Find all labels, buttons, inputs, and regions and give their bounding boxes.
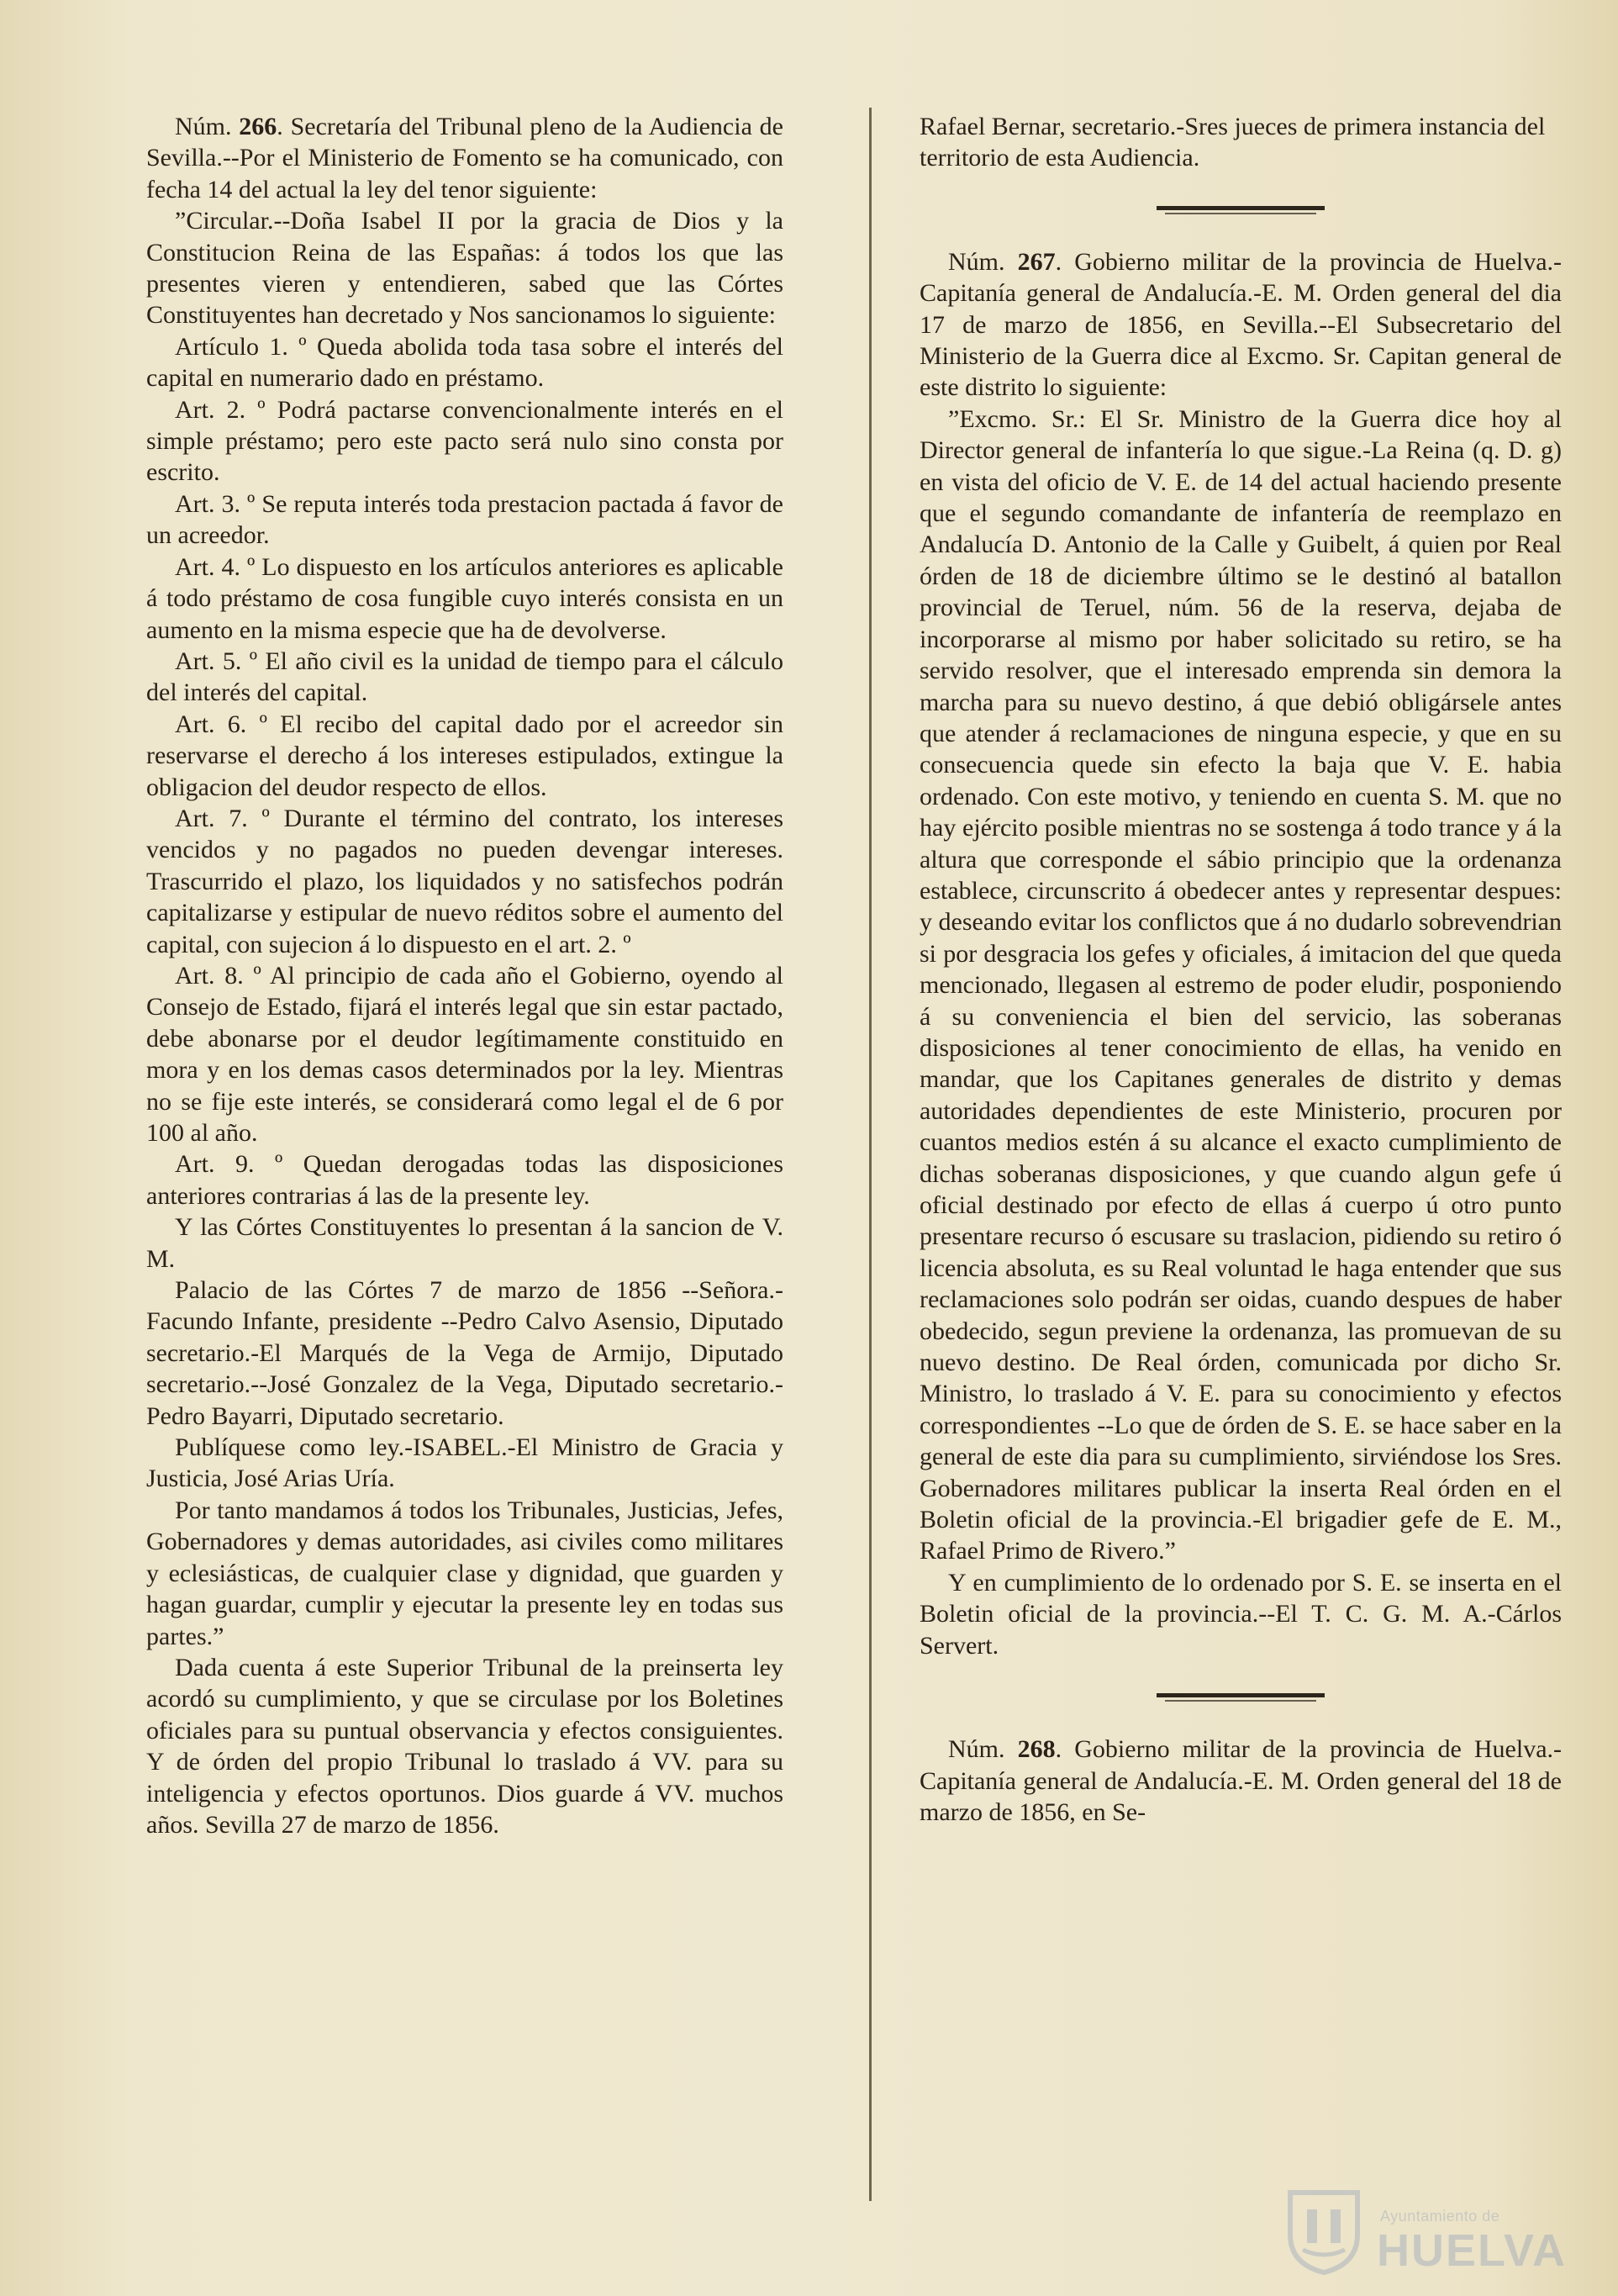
watermark-line-1: Ayuntamiento de [1380, 2208, 1500, 2225]
paragraph: Y en cumplimiento de lo ordenado por S. E. se inserta en el Boletin oficial de la provincia.--El T. C. G. M. A.-Cárlos Servert. [920, 1568, 1562, 1660]
notice-number: 268 [1017, 1735, 1056, 1764]
paragraph: Por tanto mandamos á todos los Tribunales, Justicias, Jefes, Gobernadores y demas autoridades, asi civiles como militares y eclesiásticas, de cualquier clase y dignidad, que guarden y hagan guardar, cumplir y ejecutar la presente ley en todas sus partes.” [146, 1496, 783, 1650]
city-seal-icon [1278, 2184, 1370, 2277]
article-2: Art. 2. º Podrá pactarse convencionalmente interés en el simple préstamo; pero este pacto será nulo sino consta por escrito. [146, 395, 783, 487]
notice-266-heading: Núm. 266. Secretaría del Tribunal pleno de la Audiencia de Sevilla.--Por el Ministerio de Fomento se ha comunicado, con fecha 14 del actual la ley del tenor siguiente: [146, 113, 783, 203]
paragraph: Y las Córtes Constituyentes lo presentan á la sancion de V. M. [146, 1213, 783, 1273]
notice-number: 267 [1017, 247, 1056, 276]
column-divider [869, 108, 872, 2201]
article-6: Art. 6. º El recibo del capital dado por el acreedor sin reservarse el derecho á los intereses estipulados, extingue la obligacion del deudor respecto de ellos. [146, 710, 783, 801]
article-7: Art. 7. º Durante el término del contrato, los intereses vencidos y no pagados no pueden devengar intereses. Trascurrido el plazo, los liquidados y no satisfechos podrán capitalizarse y estipular de nuevo réditos sobre el aumento del capital, con sujecion á lo dispuesto en el art. 2. º [146, 804, 783, 958]
article-4: Art. 4. º Lo dispuesto en los artículos anteriores es aplicable á todo préstamo de cosa fungible cuyo interés consista en un aumento en la misma especie que ha de devolverse. [146, 552, 783, 644]
paragraph: ”Excmo. Sr.: El Sr. Ministro de la Guerra dice hoy al Director general de infantería lo que sigue.-La Reina (q. D. g) en vista del oficio de V. E. de 14 del actual haciendo presente que el segundo comandante de infantería de reemplazo en Andalucía D. Antonio de la Calle y Guibelt, á quien por Real órden de 18 de diciembre último se le destinó al batallon provincial de Teruel, núm. 56 de la reserva, dejaba de incorporarse al mismo por haber solicitado su retiro, se ha servido resolver, que el interesado emprenda sin demora la marcha para su nuevo destino, á que debió obligársele antes que atender á reclamaciones de ninguna especie, y que en su consecuencia quede sin efecto la baja que V. E. habia ordenado. Con este motivo, y teniendo en cuenta S. M. que no hay ejército posible mientras no se sostenga á todo trance y á la altura que corresponde el sábio principio que la ordenanza establece, circunscrito á obedecer antes y representar despues: y deseando evitar los conflictos que á no dudarlo sobrevendrian si por desgracia los gefes y oficiales, á imitacion del que queda mencionado, llegasen al estremo de poder eludir, posponiendo á su conveniencia el bien del servicio, las soberanas disposiciones al tener conocimiento de ellas, ha venido en mandar, que los Capitanes generales de distrito y demas autoridades dependientes de este Ministerio, procuren por cuantos medios estén á su alcance el exacto cumplimiento de dichas soberanas disposiciones, y que cuando algun gefe ú oficial destinado por efecto de ellas á cuerpo ú otro punto presentare recurso ó escusare su traslacion, pidiendo su retiro ó licencia absoluta, es su Real voluntad le haga entender que sus reclamaciones solo podrán ser oidas, cuando despues de haber obedecido, segun previene la ordenanza, las promuevan de su nuevo destino. De Real órden, comunicada por dicho Sr. Ministro, lo traslado á V. E. para su conocimiento y efectos correspondientes --Lo que de órden de S. E. se hace saber en la general de este dia para su cumplimiento, sirviéndose los Sres. Gobernadores militares publicar la inserta Real órden en el Boletin oficial de la provincia.-El brigadier gefe de E. M., Rafael Primo de Rivero.” [920, 404, 1562, 1565]
notice-267-heading: Núm. 267. Gobierno militar de la provincia de Huelva.-Capitanía general de Andalucía.-E. M. Orden general del dia 17 de marzo de 1856, en Sevilla.--El Subsecretario del Ministerio de la Guerra dice al Excmo. Sr. Capitan general de este distrito lo siguiente: [920, 247, 1563, 402]
paragraph: Dada cuenta á este Superior Tribunal de la preinserta ley acordó su cumplimiento, y que se circulase por los Boletines oficiales para su puntual observancia y efectos consiguientes. Y de órden del propio Tribunal lo traslado á VV. para su inteligencia y efectos oportunos. Dios guarde á VV. muchos años. Sevilla 27 de marzo de 1856. [146, 1653, 783, 1839]
article-9: Art. 9. º Quedan derogadas todas las disposiciones anteriores contrarias á las de la presente ley. [146, 1150, 783, 1210]
left-column [146, 111, 783, 1840]
article-1: Artículo 1. º Queda abolida toda tasa sobre el interés del capital en numerario dado en préstamo. [146, 332, 783, 393]
ayuntamiento-watermark [1269, 2184, 1605, 2277]
notice-268-heading: Núm. 268. Gobierno militar de la provincia de Huelva.-Capitanía general de Andalucía.-E. M. Orden general del 18 de marzo de 1856, en Se- [920, 1735, 1563, 1826]
right-column [920, 111, 1562, 1828]
watermark-line-2: HUELVA [1377, 2225, 1567, 2276]
article-3: Art. 3. º Se reputa interés toda prestacion pactada á favor de un acreedor. [146, 489, 783, 550]
continuation-text: Rafael Bernar, secretario.-Sres jueces de primera instancia del territorio de esta Audiencia. [920, 113, 1546, 172]
notice-number: 266 [239, 113, 277, 140]
article-5: Art. 5. º El año civil es la unidad de tiempo para el cálculo del interés del capital. [146, 647, 783, 707]
section-separator [1157, 1693, 1325, 1702]
paragraph: Palacio de las Córtes 7 de marzo de 1856 --Señora.-Facundo Infante, presidente --Pedro Calvo Asensio, Diputado secretario.-El Marqués de la Vega de Armijo, Diputado secretario.--José Gonzalez de la Vega, Diputado secretario.-Pedro Bayarri, Diputado secretario. [146, 1276, 783, 1430]
paragraph: ”Circular.--Doña Isabel II por la gracia de Dios y la Constitucion Reina de las Españas: á todos los que las presentes vieren y entendieren, sabed que las Córtes Constituyentes han decretado y Nos sancionamos lo siguiente: [146, 207, 783, 330]
article-8: Art. 8. º Al principio de cada año el Gobierno, oyendo al Consejo de Estado, fijará el interés legal que sin estar pactado, debe abonarse por el deudor legítimamente constituido en mora y en los demas casos determinados por la ley. Mientras no se fije este interés, se considerará como legal el de 6 por 100 al año. [146, 961, 783, 1147]
paragraph: Publíquese como ley.-ISABEL.-El Ministro de Gracia y Justicia, José Arias Uría. [146, 1433, 783, 1493]
section-separator [1157, 206, 1325, 214]
